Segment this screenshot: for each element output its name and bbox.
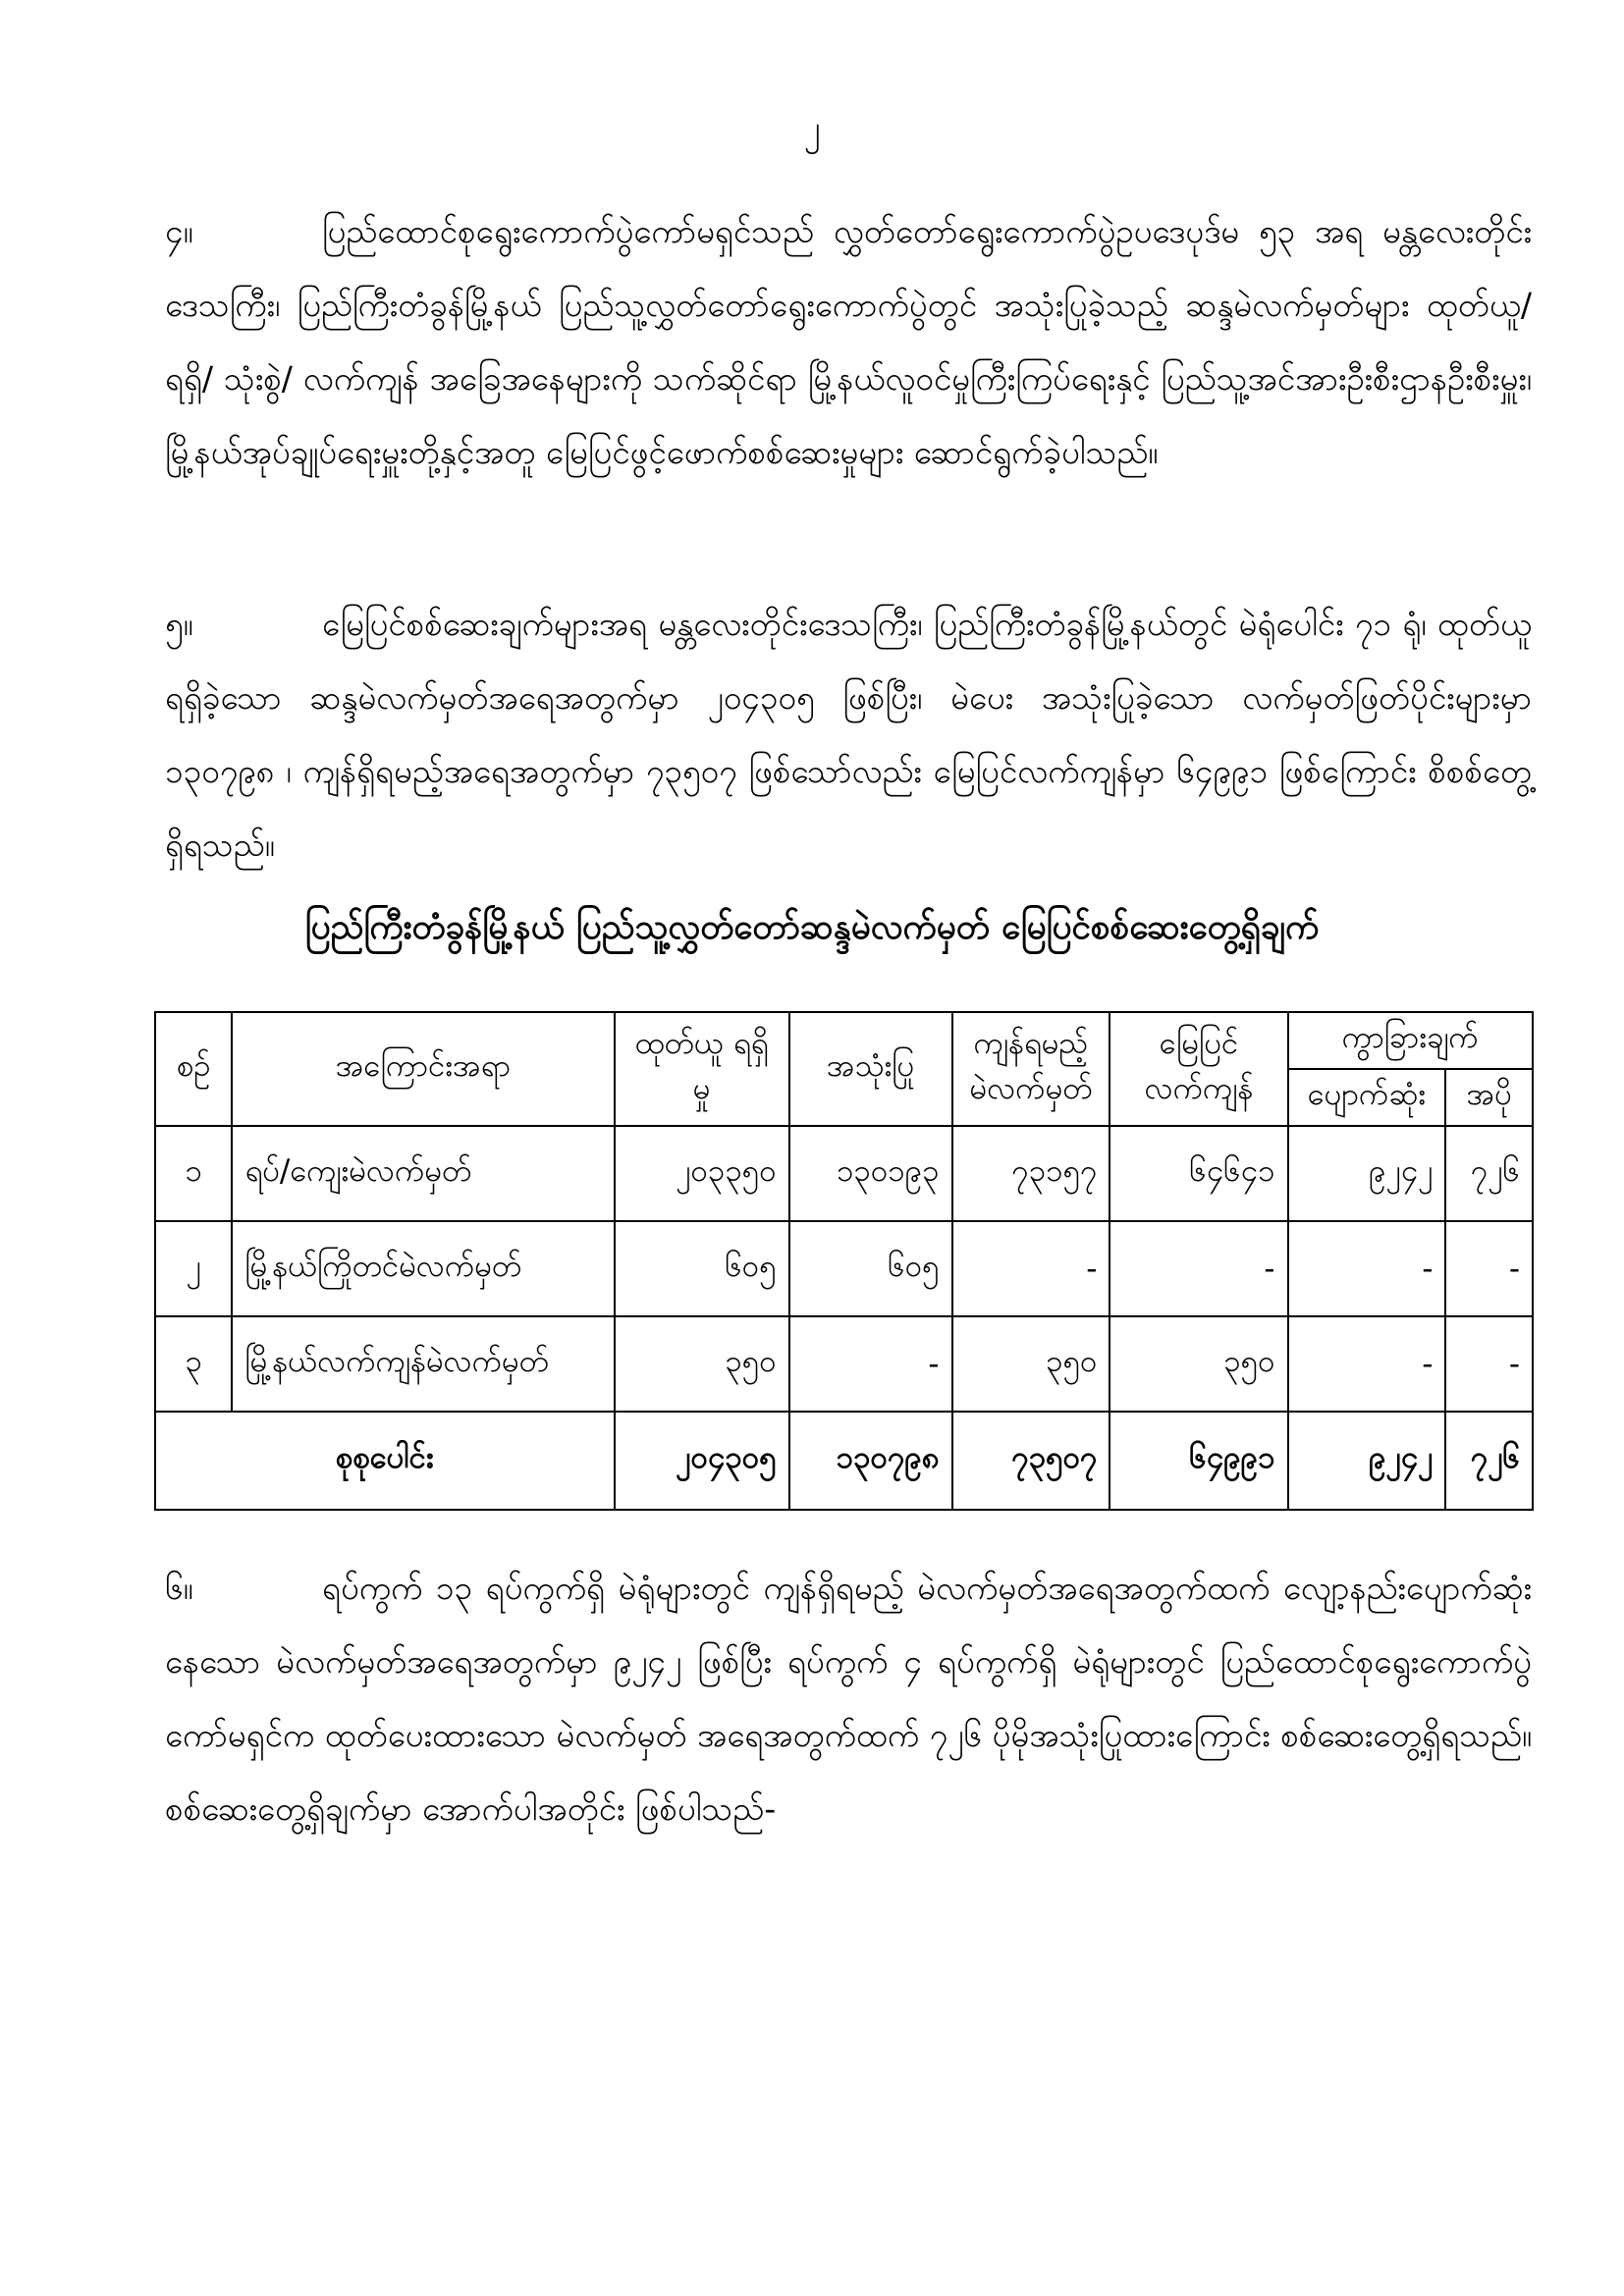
- paragraph-text: ရပ်ကွက် ၁၃ ရပ်ကွက်ရှိ မဲရုံများတွင် ကျန်ရှိရမည့် မဲလက်မှတ်အရေအတွက်ထက် လျော့နည်းပျောက်ဆုံး နေသော မဲလက်မှတ်အရေအတွက်မှာ ၉၂၄၂ ဖြစ်ပြီး ရပ်ကွက် ၄ ရပ်ကွက်ရှိ မဲရုံများတွင် ပြည်ထောင်စုရွေးကောက်ပွဲကော်မရှင်က ထုတ်ပေးထားသော မဲလက်မှတ် အရေအတွက်ထက် ၇၂၆ ပိုမိုအသုံးပြုထားကြောင်း စစ်ဆေးတွေ့ရှိရသည်။ စစ်ဆေးတွေ့ရှိချက်မှာ အောက်ပါအတိုင်း ဖြစ်ပါသည်-: [165, 1569, 1532, 1828]
- cell-used: ၁၃၀၁၉၃: [789, 1126, 952, 1221]
- paragraph-5: [165, 587, 1532, 881]
- total-used: ၁၃၀၇၉၈: [789, 1412, 952, 1510]
- total-issued: ၂၀၄၃၀၅: [615, 1412, 789, 1510]
- cell-remaining: ၃၅၀: [952, 1316, 1110, 1412]
- paragraph-number: ၅။: [165, 605, 193, 643]
- cell-no: ၃: [155, 1316, 232, 1412]
- cell-missing: -: [1288, 1221, 1446, 1316]
- table-total-row: [155, 1412, 1533, 1510]
- header-issued: ထုတ်ယူ ရရှိမှု: [615, 1012, 789, 1126]
- cell-ground: ၃၅၀: [1110, 1316, 1287, 1412]
- header-used: အသုံးပြု: [789, 1012, 952, 1126]
- table-row: [155, 1316, 1533, 1412]
- cell-used: -: [789, 1316, 952, 1412]
- header-description: အကြောင်းအရာ: [232, 1012, 614, 1126]
- paragraph-text: မြေပြင်စစ်ဆေးချက်များအရ မန္တလေးတိုင်းဒေသကြီး၊ ပြည်ကြီးတံခွန်မြို့နယ်တွင် မဲရုံပေါင်း ၇၁ ရုံ၊ ထုတ်ယူရရှိခဲ့သော ဆန္ဒမဲလက်မှတ်အရေအတွက်မှာ ၂၀၄၃၀၅ ဖြစ်ပြီး၊ မဲပေး အသုံးပြုခဲ့သော လက်မှတ်ဖြတ်ပိုင်းများမှာ ၁၃၀၇၉၈ ၊ ကျန်ရှိရမည့်အရေအတွက်မှာ ၇၃၅၀၇ ဖြစ်သော်လည်း မြေပြင်လက်ကျန်မှာ ၆၄၉၉၁ ဖြစ်ကြောင်း စိစစ်တွေ့ရှိရသည်။: [165, 605, 1532, 864]
- cell-remaining: -: [952, 1221, 1110, 1316]
- total-missing: ၉၂၄၂: [1288, 1412, 1446, 1510]
- cell-no: ၂: [155, 1221, 232, 1316]
- paragraph-number: ၄။: [165, 212, 193, 250]
- header-missing: ပျောက်ဆုံး: [1288, 1069, 1446, 1126]
- cell-issued: ၂၀၃၃၅၀: [615, 1126, 789, 1221]
- cell-ground: -: [1110, 1221, 1287, 1316]
- header-excess: အပို: [1445, 1069, 1533, 1126]
- header-ground: မြေပြင် လက်ကျန်: [1110, 1012, 1287, 1126]
- ballot-inspection-table: [154, 1011, 1534, 1511]
- cell-remaining: ၇၃၁၅၇: [952, 1126, 1110, 1221]
- header-no: စဉ်: [155, 1012, 232, 1126]
- cell-no: ၁: [155, 1126, 232, 1221]
- paragraph-4: [165, 194, 1532, 489]
- paragraph-text: ပြည်ထောင်စုရွေးကောက်ပွဲကော်မရှင်သည် လွှတ်တော်ရွေးကောက်ပွဲဥပဒေပုဒ်မ ၅၃ အရ မန္တလေးတိုင်းဒေသကြီး၊ ပြည်ကြီးတံခွန်မြို့နယ် ပြည်သူ့လွှတ်တော်ရွေးကောက်ပွဲတွင် အသုံးပြုခဲ့သည့် ဆန္ဒမဲလက်မှတ်များ ထုတ်ယူ/ ရရှိ/ သုံးစွဲ/ လက်ကျန် အခြေအနေများကို သက်ဆိုင်ရာ မြို့နယ်လူဝင်မှုကြီးကြပ်ရေးနှင့် ပြည်သူ့အင်အားဦးစီးဌာနဦးစီးမှူး၊ မြို့နယ်အုပ်ချုပ်ရေးမှူးတို့နှင့်အတူ မြေပြင်ဖွင့်ဖောက်စစ်ဆေးမှုများ ဆောင်ရွက်ခဲ့ပါသည်။: [165, 212, 1532, 471]
- cell-ground: ၆၄၆၄၁: [1110, 1126, 1287, 1221]
- paragraph-number: ၆။: [165, 1569, 193, 1607]
- page-number: ၂: [803, 109, 821, 148]
- cell-issued: ၃၅၀: [615, 1316, 789, 1412]
- cell-description: ရပ်/ကျေးမဲလက်မှတ်: [232, 1126, 614, 1221]
- cell-description: မြို့နယ်လက်ကျန်မဲလက်မှတ်: [232, 1316, 614, 1412]
- paragraph-6: [165, 1551, 1532, 1845]
- cell-excess: -: [1445, 1221, 1533, 1316]
- cell-missing: -: [1288, 1316, 1446, 1412]
- total-ground: ၆၄၉၉၁: [1110, 1412, 1287, 1510]
- table-title: ပြည်ကြီးတံခွန်မြို့နယ် ပြည်သူ့လွှတ်တော်ဆန္ဒမဲလက်မှတ် မြေပြင်စစ်ဆေးတွေ့ရှိချက်: [304, 908, 1320, 947]
- cell-used: ၆၀၅: [789, 1221, 952, 1316]
- header-remaining: ကျန်ရမည့် မဲလက်မှတ်: [952, 1012, 1110, 1126]
- table-header-row: [155, 1012, 1533, 1069]
- table-row: [155, 1126, 1533, 1221]
- cell-description: မြို့နယ်ကြိုတင်မဲလက်မှတ်: [232, 1221, 614, 1316]
- cell-missing: ၉၂၄၂: [1288, 1126, 1446, 1221]
- cell-excess: -: [1445, 1316, 1533, 1412]
- total-excess: ၇၂၆: [1445, 1412, 1533, 1510]
- table-row: [155, 1221, 1533, 1316]
- total-remaining: ၇၃၅၀၇: [952, 1412, 1110, 1510]
- cell-excess: ၇၂၆: [1445, 1126, 1533, 1221]
- cell-issued: ၆၀၅: [615, 1221, 789, 1316]
- total-label: စုစုပေါင်း: [155, 1412, 615, 1510]
- header-difference: ကွာခြားချက်: [1288, 1012, 1534, 1069]
